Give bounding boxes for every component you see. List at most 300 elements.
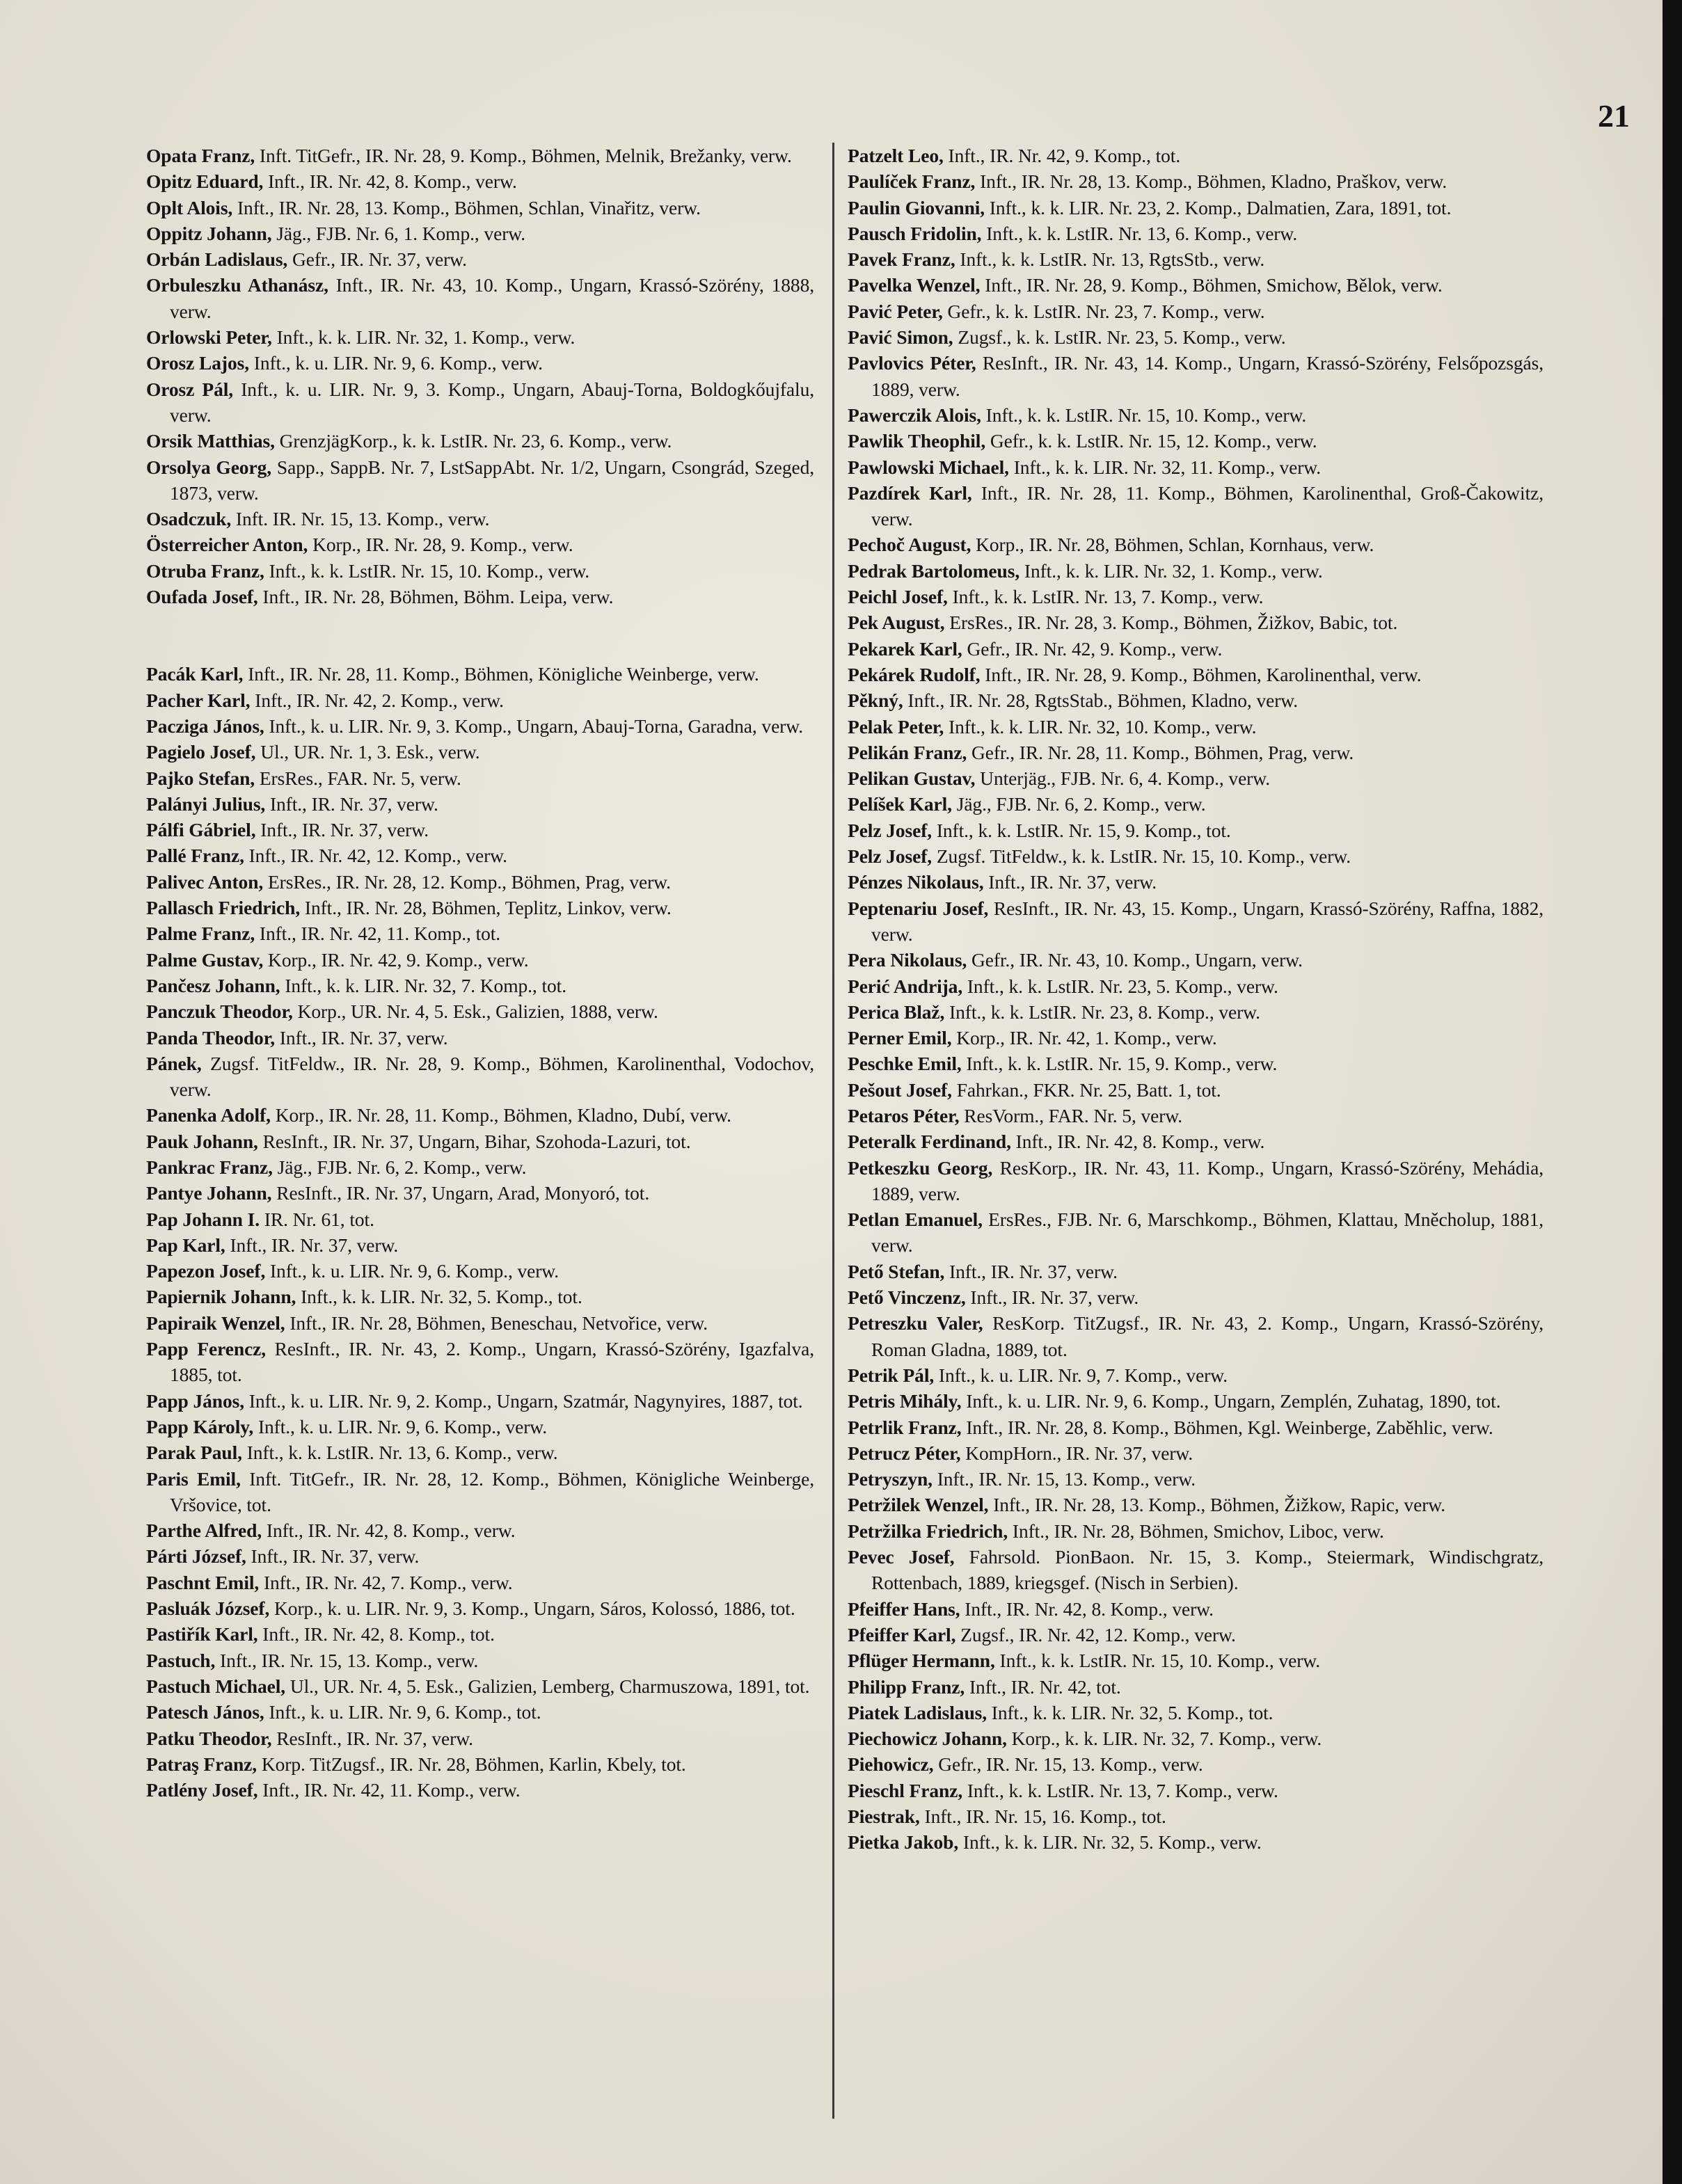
entry-name: Orosz Pál, — [146, 378, 234, 400]
entry-name: Orbán Ladislaus, — [146, 248, 288, 271]
entry-name: Opata Franz, — [146, 145, 255, 166]
entry-details: Gefr., IR. Nr. 37, verw. — [287, 248, 467, 271]
entry-name: Orosz Lajos, — [146, 352, 250, 374]
list-entry — [848, 1051, 1544, 1076]
list-entry — [848, 584, 1544, 609]
entry-details: Inft., IR. Nr. 37, verw. — [965, 1286, 1139, 1309]
entry-name: Pelz Josef, — [848, 819, 933, 841]
list-entry — [848, 1414, 1544, 1440]
entry-details: ResKorp. TitZugsf., IR. Nr. 43, 2. Komp., Ungarn, Krassó-Szörény, Roman Gladna, 1889, tot. — [871, 1312, 1544, 1360]
entries-right — [848, 143, 1544, 1856]
entry-details: Inft., IR. Nr. 28, Böhmen, Beneschau, Netvořice, verw. — [285, 1312, 708, 1334]
entry-name: Pantye Johann, — [146, 1182, 272, 1204]
list-entry — [848, 428, 1544, 454]
entry-details: Inft. IR. Nr. 15, 13. Komp., verw. — [231, 508, 490, 530]
list-entry — [848, 740, 1544, 765]
list-entry — [146, 920, 814, 946]
list-entry — [848, 1155, 1544, 1207]
list-entry — [146, 947, 814, 973]
list-entry — [848, 791, 1544, 817]
entry-details: Korp., IR. Nr. 42, 1. Komp., verw. — [951, 1027, 1217, 1049]
entry-details: Inft., IR. Nr. 37, verw. — [275, 1026, 448, 1049]
entry-name: Palme Franz, — [146, 923, 255, 945]
entry-details: Inft., k. k. LstIR. Nr. 15, 9. Komp., tot. — [932, 819, 1231, 841]
entries-group-o — [146, 143, 814, 609]
list-entry — [848, 662, 1544, 687]
list-entry — [146, 1517, 814, 1543]
entry-name: Pavić Peter, — [848, 300, 943, 322]
list-entry — [146, 428, 814, 454]
list-entry — [848, 195, 1544, 221]
entry-details: Inft., k. u. LIR. Nr. 9, 6. Komp., verw. — [265, 1260, 560, 1282]
list-entry — [146, 687, 814, 713]
list-entry — [848, 143, 1544, 168]
entry-name: Piatek Ladislaus, — [848, 1701, 987, 1723]
entry-name: Paczigа János, — [146, 715, 264, 737]
entry-details: Inft., IR. Nr. 28, RgtsStab., Böhmen, Kladno, verw. — [903, 690, 1299, 712]
entry-details: Gefr., k. k. LstIR. Nr. 15, 12. Komp., verw. — [985, 430, 1317, 452]
entry-name: Palivec Anton, — [146, 870, 264, 893]
entry-name: Perner Emil, — [848, 1027, 952, 1049]
list-entry — [848, 1362, 1544, 1388]
list-entry — [848, 609, 1544, 635]
list-entry — [848, 999, 1544, 1025]
entry-details: Inft., IR. Nr. 28, 11. Komp., Böhmen, Karolinenthal, Groß-Čakowitz, verw. — [871, 481, 1544, 530]
entry-name: Pančesz Johann, — [146, 974, 280, 996]
entry-name: Pap Karl, — [146, 1234, 225, 1256]
entry-name: Párti József, — [146, 1545, 246, 1568]
list-entry — [146, 246, 814, 272]
entry-details: Gefr., IR. Nr. 28, 11. Komp., Böhmen, Prag, verw. — [967, 741, 1354, 763]
entry-name: Paulíček Franz, — [848, 170, 976, 193]
list-entry — [146, 1336, 814, 1388]
entry-name: Papezon Josef, — [146, 1260, 266, 1282]
entry-details: Inft., IR. Nr. 15, 13. Komp., verw. — [932, 1468, 1196, 1490]
entry-name: Pasluák József, — [146, 1597, 270, 1620]
entry-details: Korp., IR. Nr. 28, Böhmen, Schlan, Kornhaus, verw. — [971, 534, 1374, 556]
entry-name: Petrlik Franz, — [848, 1416, 962, 1438]
list-entry — [848, 1596, 1544, 1622]
entry-name: Österreicher Anton, — [146, 534, 308, 556]
list-entry — [848, 558, 1544, 584]
list-entry — [848, 1544, 1544, 1596]
entry-name: Oufada Josef, — [146, 586, 258, 608]
list-entry — [848, 1700, 1544, 1725]
entry-details: Fahrkan., FKR. Nr. 25, Batt. 1, tot. — [951, 1078, 1221, 1101]
entry-name: Pedrak Bartolomeus, — [848, 559, 1020, 582]
entry-details: Gefr., IR. Nr. 15, 13. Komp., verw. — [933, 1753, 1203, 1776]
entry-details: Korp., UR. Nr. 4, 5. Esk., Galizien, 1888, verw. — [292, 1001, 658, 1023]
entry-details: Korp. TitZugsf., IR. Nr. 28, Böhmen, Karlin, Kbely, tot. — [257, 1753, 686, 1775]
entry-details: Inft., k. u. LIR. Nr. 9, 2. Komp., Ungarn, Szatmár, Nagynyires, 1887, tot. — [244, 1389, 803, 1412]
entry-details: Inft., k. k. LstIR. Nr. 15, 9. Komp., verw. — [961, 1053, 1278, 1075]
entry-details: Inft., IR. Nr. 28, 9. Komp., Böhmen, Smichow, Bělok, verw. — [980, 274, 1443, 296]
entry-details: Inft., IR. Nr. 37, verw. — [265, 792, 438, 815]
entry-details: ResVorm., FAR. Nr. 5, verw. — [959, 1104, 1183, 1126]
entry-name: Petrucz Péter, — [848, 1442, 961, 1464]
entry-name: Petaros Péter, — [848, 1104, 960, 1126]
entry-name: Pető Stefan, — [848, 1260, 945, 1282]
entry-name: Orlowski Peter, — [146, 326, 272, 349]
entry-details: Inft., k. k. LstIR. Nr. 15, 10. Komp., verw. — [264, 559, 590, 582]
entry-name: Pénzes Nikolaus, — [848, 871, 984, 893]
entry-details: Inft., k. u. LIR. Nr. 9, 6. Komp., verw. — [249, 352, 543, 374]
list-entry — [848, 869, 1544, 895]
list-entry — [848, 1492, 1544, 1517]
list-entry — [848, 1725, 1544, 1751]
entry-details: Inft., IR. Nr. 28, 9. Komp., Böhmen, Karolinenthal, verw. — [980, 663, 1422, 685]
list-entry — [848, 1829, 1544, 1855]
entry-details: ResInft., IR. Nr. 37, Ungarn, Arad, Monyoró, tot. — [271, 1182, 650, 1204]
entry-details: Korp., k. u. LIR. Nr. 9, 3. Komp., Ungarn, Sáros, Kolossó, 1886, tot. — [269, 1597, 795, 1620]
entry-name: Pausch Fridolin, — [848, 222, 982, 244]
entry-name: Paris Emil, — [146, 1467, 241, 1490]
list-entry — [146, 1284, 814, 1309]
entry-name: Petris Mihály, — [848, 1390, 962, 1412]
entry-name: Paschnt Emil, — [146, 1571, 260, 1593]
list-entry — [146, 713, 814, 739]
entry-details: Inft., IR. Nr. 28, Böhmen, Böhm. Leipa, verw. — [257, 586, 614, 608]
entry-details: Inft., k. k. LstIR. Nr. 13, 6. Komp., verw. — [981, 222, 1298, 244]
entry-name: Parak Paul, — [146, 1442, 242, 1464]
entry-details: Inft., IR. Nr. 37, verw. — [255, 819, 429, 841]
list-entry — [146, 143, 814, 168]
entries-group-p — [146, 661, 814, 1803]
list-entry — [848, 1077, 1544, 1103]
entry-details: Inft., k. k. LIR. Nr. 32, 11. Komp., verw. — [1008, 456, 1322, 478]
list-entry — [146, 454, 814, 507]
entry-name: Pelikan Gustav, — [848, 767, 976, 790]
entry-name: Peichl Josef, — [848, 586, 948, 608]
entry-name: Panczuk Theodor, — [146, 1001, 293, 1023]
entry-name: Pagielo Josef, — [146, 741, 256, 763]
entry-name: Parthe Alfred, — [146, 1520, 262, 1542]
list-entry — [848, 246, 1544, 272]
entry-name: Orbuleszku Athanász, — [146, 274, 328, 296]
entry-name: Peschke Emil, — [848, 1053, 962, 1075]
page-number: 21 — [1598, 98, 1630, 134]
entry-name: Pánek, — [146, 1052, 202, 1074]
entry-details: Jäg., FJB. Nr. 6, 2. Komp., verw. — [272, 1156, 527, 1178]
entry-name: Petkeszku Georg, — [848, 1156, 993, 1179]
entry-details: Inft. TitGefr., IR. Nr. 28, 9. Komp., Böhmen, Melnik, Brežanky, verw. — [255, 145, 792, 166]
list-entry — [848, 1388, 1544, 1414]
list-entry — [146, 1414, 814, 1440]
entry-name: Pastuch Michael, — [146, 1675, 286, 1697]
entry-details: Inft., IR. Nr. 37, verw. — [225, 1234, 399, 1256]
entry-name: Petryszyn, — [848, 1468, 933, 1490]
entry-name: Pawerczik Alois, — [848, 404, 981, 426]
entry-details: Zugsf. TitFeldw., k. k. LstIR. Nr. 15, 10. Komp., verw. — [932, 845, 1351, 868]
entry-name: Pankrac Franz, — [146, 1156, 273, 1178]
list-entry — [146, 843, 814, 868]
entry-name: Petreszku Valer, — [848, 1312, 983, 1334]
right-column — [848, 143, 1544, 1856]
list-entry — [146, 1310, 814, 1336]
entry-details: IR. Nr. 61, tot. — [260, 1208, 374, 1230]
entry-details: Inft., IR. Nr. 28, Böhmen, Smichov, Liboc, verw. — [1008, 1520, 1384, 1542]
entry-name: Pechoč August, — [848, 534, 971, 556]
list-entry — [848, 1778, 1544, 1803]
entry-details: KompHorn., IR. Nr. 37, verw. — [960, 1442, 1193, 1464]
entry-details: ResInft., IR. Nr. 37, verw. — [271, 1727, 473, 1749]
entry-name: Petlan Emanuel, — [848, 1209, 983, 1231]
entry-details: Inft., k. u. LIR. Nr. 9, 3. Komp., Ungarn, Abauj-Torna, Garadna, verw. — [264, 715, 803, 737]
entry-details: Ul., UR. Nr. 4, 5. Esk., Galizien, Lemberg, Charmuszowa, 1891, tot. — [285, 1675, 810, 1697]
entry-details: Inft., IR. Nr. 42, tot. — [965, 1675, 1121, 1698]
entry-details: Inft., k. k. LstIR. Nr. 23, 8. Komp., verw. — [944, 1001, 1260, 1023]
entry-details: Inft., k. u. LIR. Nr. 9, 7. Komp., verw. — [934, 1364, 1228, 1386]
list-entry — [146, 1154, 814, 1180]
entry-details: Inft., k. k. LstIR. Nr. 23, 5. Komp., verw. — [962, 975, 1278, 997]
entry-name: Patzelt Leo, — [848, 145, 944, 166]
list-entry — [848, 454, 1544, 480]
entry-details: Inft., IR. Nr. 42, 11. Komp., tot. — [255, 923, 501, 945]
list-entry — [146, 1232, 814, 1258]
entry-name: Patraş Franz, — [146, 1753, 257, 1775]
entry-details: ResInft., IR. Nr. 43, 2. Komp., Ungarn, Krassó-Szörény, Igazfalva, 1885, tot. — [170, 1338, 814, 1386]
entry-details: Inft., IR. Nr. 42, 8. Komp., verw. — [263, 170, 517, 193]
entry-name: Pacák Karl, — [146, 663, 244, 685]
entry-name: Pera Nikolaus, — [848, 949, 967, 971]
entry-name: Oppitz Johann, — [146, 222, 272, 244]
entry-details: ErsRes., IR. Nr. 28, 3. Komp., Böhmen, Žižkov, Babic, tot. — [944, 612, 1398, 634]
list-entry — [146, 376, 814, 429]
list-entry — [146, 1725, 814, 1751]
entry-details: Inft., k. k. LIR. Nr. 32, 5. Komp., tot. — [296, 1286, 582, 1308]
entry-name: Pavlovics Péter, — [848, 352, 976, 374]
entry-details: Jäg., FJB. Nr. 6, 1. Komp., verw. — [271, 222, 526, 244]
entry-details: ResInft., IR. Nr. 43, 15. Komp., Ungarn, Krassó-Szörény, Raffna, 1882, verw. — [871, 897, 1544, 945]
list-entry — [848, 636, 1544, 662]
entry-details: Inft., IR. Nr. 28, 11. Komp., Böhmen, Königliche Weinberge, verw. — [243, 663, 759, 685]
list-entry — [146, 1388, 814, 1414]
list-entry — [848, 973, 1544, 999]
entry-name: Pauk Johann, — [146, 1130, 258, 1152]
list-entry — [848, 687, 1544, 713]
list-entry — [146, 1777, 814, 1803]
entry-name: Pelíšek Karl, — [848, 793, 952, 815]
entry-details: Korp., k. k. LIR. Nr. 32, 7. Komp., verw. — [1006, 1728, 1322, 1750]
entry-details: Inft., IR. Nr. 42, 8. Komp., verw. — [262, 1520, 516, 1542]
entry-details: ResInft., IR. Nr. 37, Ungarn, Bihar, Szohodа-Lazuri, tot. — [257, 1130, 691, 1152]
entry-details: ErsRes., IR. Nr. 28, 12. Komp., Böhmen, Prag, verw. — [263, 870, 671, 893]
entry-name: Papp János, — [146, 1389, 245, 1412]
entry-details: Inft., IR. Nr. 42, 8. Komp., verw. — [1010, 1131, 1265, 1153]
list-entry — [848, 1103, 1544, 1129]
list-entry — [848, 324, 1544, 350]
list-entry — [146, 1180, 814, 1206]
list-entry — [146, 869, 814, 895]
entry-details: Inft. TitGefr., IR. Nr. 28, 12. Komp., Böhmen, Königliche Weinberge, Vršovice, tot. — [170, 1467, 815, 1515]
entry-details: Jäg., FJB. Nr. 6, 2. Komp., verw. — [951, 793, 1206, 815]
list-entry — [848, 1751, 1544, 1777]
list-entry — [848, 1674, 1544, 1700]
list-entry — [848, 843, 1544, 869]
entry-details: Inft., k. k. LstIR. Nr. 15, 10. Komp., verw. — [994, 1650, 1321, 1672]
entry-name: Pazdírek Karl, — [848, 481, 972, 504]
entry-details: Inft., IR. Nr. 15, 16. Komp., tot. — [919, 1806, 1166, 1827]
entry-details: Inft., IR. Nr. 15, 13. Komp., verw. — [215, 1649, 479, 1671]
list-entry — [848, 1284, 1544, 1310]
entry-details: Inft., IR. Nr. 42, 8. Komp., tot. — [257, 1623, 495, 1645]
entry-details: Korp., IR. Nr. 28, 9. Komp., verw. — [308, 534, 573, 556]
entry-details: Inft., k. k. LIR. Nr. 32, 5. Komp., tot. — [987, 1701, 1274, 1723]
list-entry — [848, 350, 1544, 402]
entry-name: Pastiřík Karl, — [146, 1623, 258, 1645]
entry-name: Perica Blaž, — [848, 1001, 945, 1023]
entry-name: Palme Gustav, — [146, 948, 264, 971]
entry-details: Inft., k. u. LIR. Nr. 9, 6. Komp., tot. — [264, 1701, 541, 1723]
entry-name: Petrik Pál, — [848, 1364, 935, 1386]
entry-details: Inft., k. k. LstIR. Nr. 13, RgtsStb., verw. — [955, 248, 1265, 271]
list-entry — [848, 221, 1544, 246]
entry-details: Inft., IR. Nr. 37, verw. — [944, 1260, 1118, 1282]
entry-name: Paulin Giovanni, — [848, 196, 985, 218]
list-entry — [146, 584, 814, 609]
entry-name: Papp Ferencz, — [146, 1338, 267, 1360]
entry-name: Pflüger Hermann, — [848, 1650, 995, 1672]
entry-details: Inft., IR. Nr. 42, 12. Komp., verw. — [244, 845, 507, 867]
list-entry — [146, 532, 814, 557]
entry-name: Pelz Josef, — [848, 845, 933, 868]
list-entry — [848, 1259, 1544, 1284]
list-entry — [146, 195, 814, 221]
entry-details: Zugsf., IR. Nr. 42, 12. Komp., verw. — [955, 1623, 1236, 1645]
list-entry — [848, 1129, 1544, 1154]
list-entry — [146, 324, 814, 350]
entry-details: Inft., k. k. LstIR. Nr. 15, 10. Komp., verw. — [981, 404, 1307, 426]
entry-details: Inft., k. k. LIR. Nr. 23, 2. Komp., Dalmatien, Zara, 1891, tot. — [985, 196, 1452, 218]
entry-details: ErsRes., FAR. Nr. 5, verw. — [255, 767, 461, 789]
list-entry — [146, 1440, 814, 1465]
entry-details: Inft., IR. Nr. 28, 13. Komp., Böhmen, Kladno, Praškov, verw. — [975, 170, 1447, 193]
list-entry — [146, 1206, 814, 1232]
list-entry — [848, 168, 1544, 194]
entry-details: Sapp., SappB. Nr. 7, LstSappAbt. Nr. 1/2, Ungarn, Csongrád, Szeged, 1873, verw. — [170, 456, 814, 504]
entry-name: Petržilka Friedrich, — [848, 1520, 1008, 1542]
entry-name: Papiraik Wenzel, — [146, 1312, 285, 1334]
list-entry — [146, 1648, 814, 1673]
entry-name: Patesch János, — [146, 1701, 264, 1723]
entry-details: Zugsf., k. k. LstIR. Nr. 23, 5. Komp., verw. — [953, 326, 1286, 349]
entry-name: Peptenariu Josef, — [848, 897, 989, 919]
list-entry — [146, 1051, 814, 1103]
entry-name: Opitz Eduard, — [146, 170, 264, 193]
entry-name: Pap Johann I. — [146, 1208, 260, 1230]
list-entry — [146, 739, 814, 765]
list-entry — [848, 298, 1544, 324]
entry-name: Piechowicz Johann, — [848, 1728, 1007, 1750]
entry-details: ResKorp., IR. Nr. 43, 11. Komp., Ungarn, Krassó-Szörény, Mehádia, 1889, verw. — [871, 1156, 1544, 1204]
entry-details: Inft., k. u. LIR. Nr. 9, 6. Komp., Ungarn, Zemplén, Zuhatag, 1890, tot. — [961, 1390, 1501, 1412]
entry-name: Petržilek Wenzel, — [848, 1494, 989, 1516]
entry-details: Inft., IR. Nr. 42, 8. Komp., verw. — [960, 1597, 1214, 1620]
entry-name: Patlény Josef, — [146, 1779, 258, 1801]
list-entry — [848, 1466, 1544, 1492]
entry-details: Korp., IR. Nr. 28, 11. Komp., Böhmen, Kladno, Dubí, verw. — [270, 1104, 731, 1126]
list-entry — [146, 1543, 814, 1569]
entry-name: Papiernik Johann, — [146, 1286, 296, 1308]
entry-name: Pelikán Franz, — [848, 741, 967, 763]
list-entry — [146, 973, 814, 998]
entry-name: Perić Andrija, — [848, 975, 963, 997]
entry-name: Otruba Franz, — [146, 559, 264, 582]
left-column — [146, 143, 814, 1803]
list-entry — [146, 168, 814, 194]
entry-details: Inft., k. u. LIR. Nr. 9, 3. Komp., Ungarn, Abauj-Torna, Boldogkőujfalu, verw. — [170, 378, 814, 426]
list-entry — [146, 1673, 814, 1699]
entry-name: Oplt Alois, — [146, 196, 233, 218]
list-entry — [848, 480, 1544, 532]
entry-details: Inft., IR. Nr. 37, verw. — [983, 871, 1157, 893]
entry-details: GrenzjägKorp., k. k. LstIR. Nr. 23, 6. Komp., verw. — [274, 430, 672, 452]
entry-details: Ul., UR. Nr. 1, 3. Esk., verw. — [255, 741, 480, 763]
entry-details: ResInft., IR. Nr. 43, 14. Komp., Ungarn, Krassó-Szörény, Felsőpozsgás, 1889, verw. — [871, 352, 1544, 400]
entry-name: Pastuch, — [146, 1649, 216, 1671]
entry-name: Pfeiffer Hans, — [848, 1597, 960, 1620]
entry-details: Inft., k. k. LIR. Nr. 32, 7. Komp., tot. — [280, 974, 566, 996]
list-entry — [848, 1440, 1544, 1466]
entry-name: Piehowicz, — [848, 1753, 934, 1776]
entry-name: Palányi Julius, — [146, 792, 266, 815]
list-entry — [146, 558, 814, 584]
entry-details: Inft., IR. Nr. 42, 11. Komp., verw. — [257, 1779, 521, 1801]
list-entry — [848, 1206, 1544, 1259]
entry-details: Inft., IR. Nr. 28, Böhmen, Teplitz, Linkov, verw. — [300, 897, 672, 919]
list-entry — [848, 765, 1544, 791]
entry-name: Pek August, — [848, 612, 945, 634]
entry-details: Fahrsold. PionBaon. Nr. 15, 3. Komp., Steiermark, Windischgratz, Rottenbach, 1889, kriegsgef. (Nisch in Serbien). — [871, 1546, 1544, 1594]
entry-details: Inft., IR. Nr. 42, 7. Komp., verw. — [259, 1571, 513, 1593]
entry-details: Inft., k. u. LIR. Nr. 9, 6. Komp., verw. — [253, 1415, 548, 1437]
entry-details: Inft., IR. Nr. 28, 13. Komp., Böhmen, Schlan, Vinařitz, verw. — [232, 196, 701, 218]
entry-name: Pfeiffer Karl, — [848, 1623, 956, 1645]
list-entry — [146, 506, 814, 532]
list-entry — [146, 1025, 814, 1051]
entry-name: Pacher Karl, — [146, 689, 251, 711]
list-entry — [848, 895, 1544, 948]
entry-details: Inft., IR. Nr. 37, verw. — [246, 1545, 420, 1568]
list-entry — [146, 765, 814, 791]
list-entry — [848, 272, 1544, 298]
entry-details: Inft., k. k. LstIR. Nr. 13, 7. Komp., verw. — [947, 586, 1264, 608]
entry-name: Orsik Matthias, — [146, 430, 275, 452]
list-entry — [848, 1648, 1544, 1673]
entry-name: Peteralk Ferdinand, — [848, 1131, 1011, 1153]
list-entry — [146, 998, 814, 1024]
list-entry — [848, 714, 1544, 740]
entry-name: Pieschl Franz, — [848, 1779, 963, 1801]
entry-name: Pallasch Friedrich, — [146, 897, 301, 919]
entry-name: Patku Theodor, — [146, 1727, 272, 1749]
entry-name: Pawlik Theophil, — [848, 430, 986, 452]
list-entry — [848, 818, 1544, 843]
scan-dark-edge — [1663, 0, 1682, 2184]
entry-details: Inft., k. k. LIR. Nr. 32, 10. Komp., verw. — [944, 715, 1257, 738]
list-entry — [146, 1570, 814, 1595]
entry-name: Pevec Josef, — [848, 1546, 955, 1568]
entry-details: Inft., k. k. LIR. Nr. 32, 1. Komp., verw. — [1019, 559, 1323, 582]
list-entry — [146, 1699, 814, 1725]
list-entry — [146, 221, 814, 246]
entry-name: Pavelka Wenzel, — [848, 274, 981, 296]
list-entry — [848, 947, 1544, 973]
list-entry — [848, 1518, 1544, 1544]
list-entry — [146, 1102, 814, 1128]
entry-details: Zugsf. TitFeldw., IR. Nr. 28, 9. Komp., Böhmen, Karolinenthal, Vodochov, verw. — [170, 1052, 814, 1101]
entry-name: Pietka Jakob, — [848, 1831, 959, 1854]
